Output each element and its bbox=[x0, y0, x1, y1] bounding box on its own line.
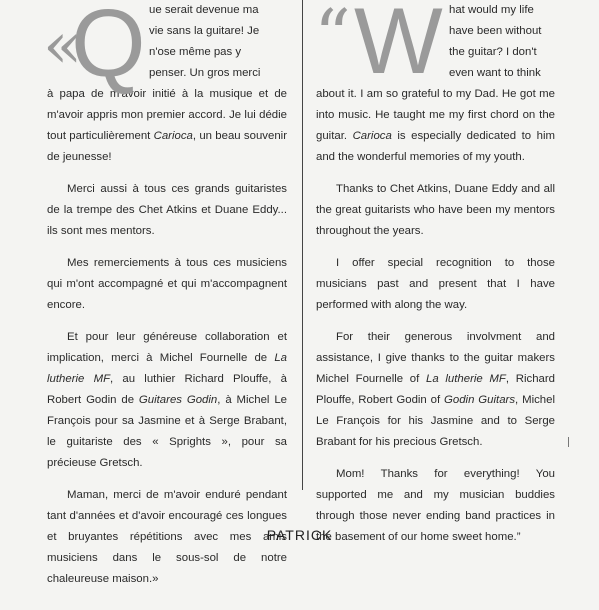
french-paragraph-5: Maman, merci de m'avoir enduré pendant tant d'années et d'avoir encouragé ces longues et bruyantes répétitions avec mes amis musiciens dans le sous-sol de notre chaleureuse maison.» bbox=[47, 489, 287, 585]
french-open-quote: « bbox=[43, 9, 83, 83]
french-drop-lines bbox=[149, 0, 287, 84]
french-drop-line-3: n'ose même pas y bbox=[149, 46, 242, 58]
french-column bbox=[43, 0, 288, 601]
english-drop-line-2: have been without bbox=[449, 25, 542, 37]
english-drop-line-1: hat would my life bbox=[449, 4, 534, 16]
french-drop-line-4: penser. Un gros merci bbox=[149, 67, 261, 79]
english-drop-line-4: even want to think bbox=[449, 67, 541, 79]
french-drop-line-2: vie sans la guitare! Je bbox=[149, 25, 260, 37]
margin-mark bbox=[568, 437, 569, 447]
english-open-quote: “ bbox=[314, 0, 351, 78]
french-drop-line-1: ue serait devenue ma bbox=[149, 4, 259, 16]
english-drop-cap-block bbox=[314, 0, 555, 93]
french-paragraph-4: Et pour leur généreuse collaboration et implication, merci à Michel Fournelle de La lutherie MF, au luthier Richard Plouffe, à Robert Godin de Guitares Godin, à Michel Le François pour sa Jasmine et à Serge Brabant, le guitariste des « Sprights », pour sa précieuse Gretsch. bbox=[47, 331, 288, 469]
english-paragraph-2: Thanks to Chet Atkins, Duane Eddy and all the great guitarists who have been my mentors throughout the years. bbox=[316, 183, 555, 237]
english-column bbox=[316, 0, 555, 559]
english-drop-letter: W bbox=[354, 0, 443, 93]
english-drop-lines bbox=[449, 0, 555, 84]
english-paragraph-1: about it. I am so grateful to my Dad. He got me into music. He taught me my first chord on the guitar. Carioca is especially dedicated to him and the wonderful memories of my youth. bbox=[316, 88, 555, 163]
french-paragraph-1: à papa de m'avoir initié à la musique et de m'avoir appris mon premier accord. Je lui dédie tout particulièrement Carioca, un beau souvenir de jeunesse! bbox=[47, 88, 287, 163]
french-drop-letter: Q bbox=[71, 0, 146, 97]
english-paragraph-5: Mom! Thanks for everything! You supported me and my musician buddies through those never ending band practices in the basement of our home sweet home.” bbox=[316, 468, 555, 543]
english-paragraph-3: I offer special recognition to those musicians past and present that I have performed with along the way. bbox=[316, 257, 555, 311]
column-divider bbox=[302, 0, 303, 490]
french-paragraph-3: Mes remerciements à tous ces musiciens qui m'ont accompagné et qui m'accompagnent encore. bbox=[47, 257, 287, 311]
english-paragraph-4: For their generous involvment and assistance, I give thanks to the guitar makers Michel Fournelle of La lutherie MF, Richard Plouffe, Robert Godin of Godin Guitars, Michel Le François for his Jasmine and to Serge Brabant for his precious Gretsch. bbox=[316, 331, 555, 448]
signature: PATRICK bbox=[266, 527, 333, 543]
french-paragraph-2: Merci aussi à tous ces grands guitaristes de la trempe des Chet Atkins et Duane Eddy... ils sont mes mentors. bbox=[47, 183, 287, 237]
french-drop-cap-block bbox=[43, 0, 287, 97]
english-drop-line-3: the guitar? I don't bbox=[449, 46, 537, 58]
